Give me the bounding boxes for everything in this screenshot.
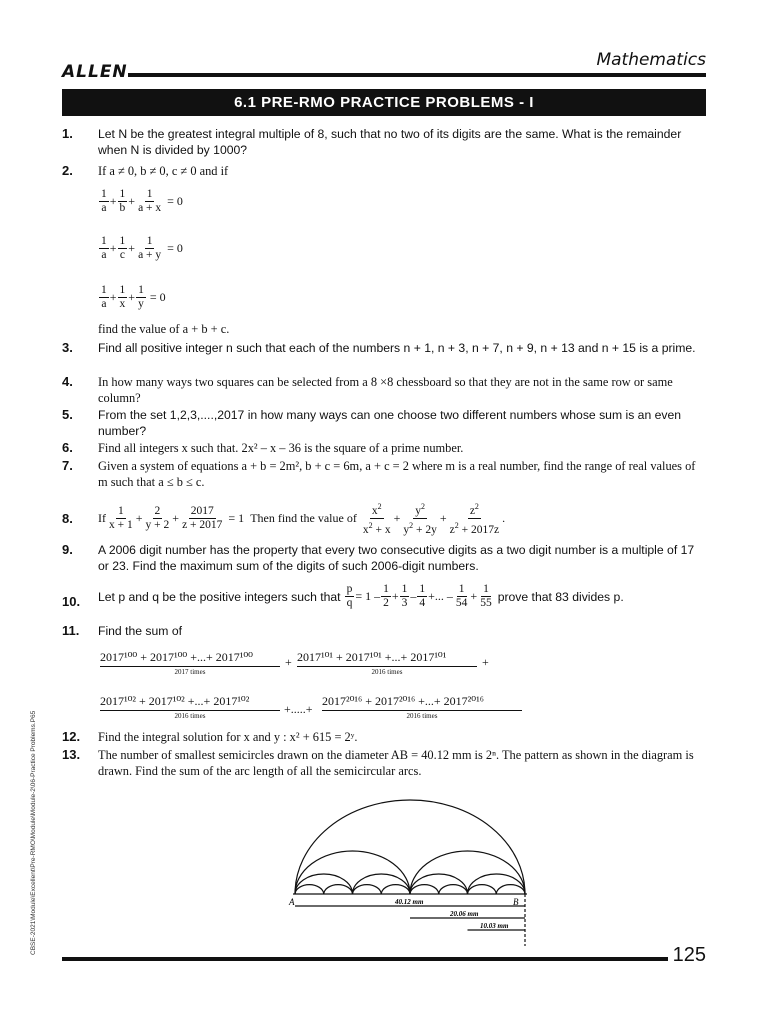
sum-count: 2017 times — [100, 666, 280, 676]
question-text: Find the sum of — [98, 624, 182, 638]
question-2 — [62, 163, 706, 179]
medium-arc-left — [295, 851, 410, 894]
question-6 — [62, 440, 706, 456]
side-file-path: CBSE-2021\Module\Excellent\Pre-RMO\Module\Module-2\06-Practice Problems.P65 — [30, 710, 37, 955]
sum-group-2 — [297, 650, 477, 676]
question-number: 13. — [62, 747, 81, 762]
large-arc — [295, 800, 525, 894]
question-number: 6. — [62, 440, 73, 455]
equation-2: $\frac{1}{a}$ + $\frac{1}{c}$ + $\frac{1}{a + y}$ = 0 — [101, 235, 183, 261]
sum-expression: 2017²⁰¹⁶ + 2017²⁰¹⁶ +...+ 2017²⁰¹⁶ — [322, 694, 484, 708]
question-number: 2. — [62, 163, 73, 178]
sum-expression: 2017¹⁰² + 2017¹⁰² +...+ 2017¹⁰² — [100, 694, 250, 708]
dimension-20-06: 20.06 mm — [450, 910, 479, 918]
question-3 — [62, 340, 706, 356]
question-number: 11. — [62, 623, 80, 638]
question-number: 5. — [62, 407, 73, 422]
sum-group-3 — [100, 694, 280, 720]
question-2-end — [62, 321, 706, 337]
sum-group-4 — [322, 694, 522, 720]
q8-mid: Then find the value of — [250, 510, 357, 525]
q8-if: If — [98, 510, 106, 525]
plus-sign: + — [482, 655, 489, 669]
question-number: 4. — [62, 374, 73, 389]
question-number: 9. — [62, 542, 73, 557]
small-arc — [295, 874, 353, 894]
question-text: Find all integers x such that. 2x² – x – 36 is the square of a prime number. — [98, 441, 464, 455]
equation-1: $\frac{1}{a}$ + $\frac{1}{b}$ + $\frac{1}{a + x}$ = 0 — [101, 188, 183, 214]
question-7 — [62, 458, 706, 490]
header-rule — [128, 73, 706, 77]
question-text: The number of smallest semicircles drawn on the diameter AB = 40.12 mm is 2ⁿ. The pattern as shown in the diagram is drawn. Find the sum of the arc length of all the semicircular arcs. — [98, 748, 694, 778]
equation-3: $\frac{1}{a}$ + $\frac{1}{x}$ + $\frac{1}{y}$ = 0 — [101, 284, 166, 310]
subject-title: Mathematics — [596, 50, 706, 70]
medium-arc-right — [410, 851, 525, 894]
question-11 — [62, 623, 706, 639]
sum-count: 2016 times — [297, 666, 477, 676]
question-4 — [62, 374, 706, 406]
q10-post: prove that 83 divides p. — [497, 589, 624, 604]
question-number: 12. — [62, 729, 81, 744]
question-number: 3. — [62, 340, 73, 355]
small-arc — [410, 874, 468, 894]
sum-count: 2016 times — [100, 710, 280, 720]
small-arc — [353, 874, 411, 894]
plus-dots: +.....+ — [284, 702, 313, 716]
question-number: 1. — [62, 126, 73, 141]
question-9 — [62, 542, 706, 574]
page-number: 125 — [672, 944, 706, 966]
q10-pre: Let p and q be the positive integers such that — [98, 589, 341, 604]
question-12 — [62, 729, 706, 745]
question-text: A 2006 digit number has the property that every two consecutive digits as a two digit number is a multiple of 17 or 23. Find the maximum sum of the digits of such 2006-digit numbers. — [98, 543, 695, 573]
label-a: A — [289, 897, 295, 907]
label-b: B — [513, 897, 519, 907]
question-number: 10. — [62, 594, 81, 609]
dimension-40-12: 40.12 mm — [395, 898, 424, 906]
question-text: find the value of a + b + c. — [98, 322, 230, 336]
q8-end: . — [502, 510, 506, 525]
sum-expression: 2017¹⁰¹ + 2017¹⁰¹ +...+ 2017¹⁰¹ — [297, 650, 447, 664]
question-1 — [62, 126, 706, 158]
semicircle-diagram — [285, 798, 535, 948]
plus-sign: + — [285, 655, 292, 669]
question-text: In how many ways two squares can be selected from a 8 ×8 chessboard so that they are not in the same row or same column? — [98, 375, 673, 405]
sum-count: 2016 times — [322, 710, 522, 720]
question-number: 8. — [62, 511, 73, 526]
dimension-10-03: 10.03 mm — [480, 922, 509, 930]
question-text: Find all positive integer n such that each of the numbers n + 1, n + 3, n + 7, n + 9, n + 13 and n + 15 is a prime. — [98, 341, 696, 355]
question-number: 7. — [62, 458, 73, 473]
equation-q10: Let p and q be the positive integers such that $\frac{p}{q}$ = 1 – $\frac{1}{2}$ + $\frac{1}{3}$ – $\frac{1}{4}$ +... – $\frac{1}{54}$ + $\frac{1}{55}$ prove that 83 divides p. — [98, 583, 624, 609]
question-text: If a ≠ 0, b ≠ 0, c ≠ 0 and if — [98, 164, 229, 178]
section-banner: 6.1 PRE-RMO PRACTICE PROBLEMS - I — [62, 89, 706, 116]
equation-q8: If $\frac{1}{x + 1}$ + $\frac{2}{y + 2}$ + $\frac{2017}{z + 2017}$ = 1 Then find the value of $\frac{x^2}{x^2 + x}$ + $\frac{y^2}{y^2 + 2y}$ + $\frac{z^2}{z^2 + 2017z}$ . — [98, 502, 506, 536]
question-text: Given a system of equations a + b = 2m², b + c = 6m, a + c = 2 where m is a real number, find the range of real values of m such that a ≤ b ≤ c. — [98, 459, 696, 489]
question-text: From the set 1,2,3,....,2017 in how many ways can one choose two different numbers whose sum is an even number? — [98, 408, 682, 438]
question-text: Find the integral solution for x and y : x² + 615 = 2ʸ. — [98, 730, 358, 744]
footer-rule — [62, 957, 668, 961]
sum-expression: 2017¹⁰⁰ + 2017¹⁰⁰ +...+ 2017¹⁰⁰ — [100, 650, 253, 664]
question-13 — [62, 747, 706, 779]
brand-logo: ALLEN — [62, 62, 128, 82]
question-5 — [62, 407, 706, 439]
sum-group-1 — [100, 650, 280, 676]
question-text: Let N be the greatest integral multiple of 8, such that no two of its digits are the same. What is the remainder when N is divided by 1000? — [98, 127, 682, 157]
small-arc — [468, 874, 526, 894]
